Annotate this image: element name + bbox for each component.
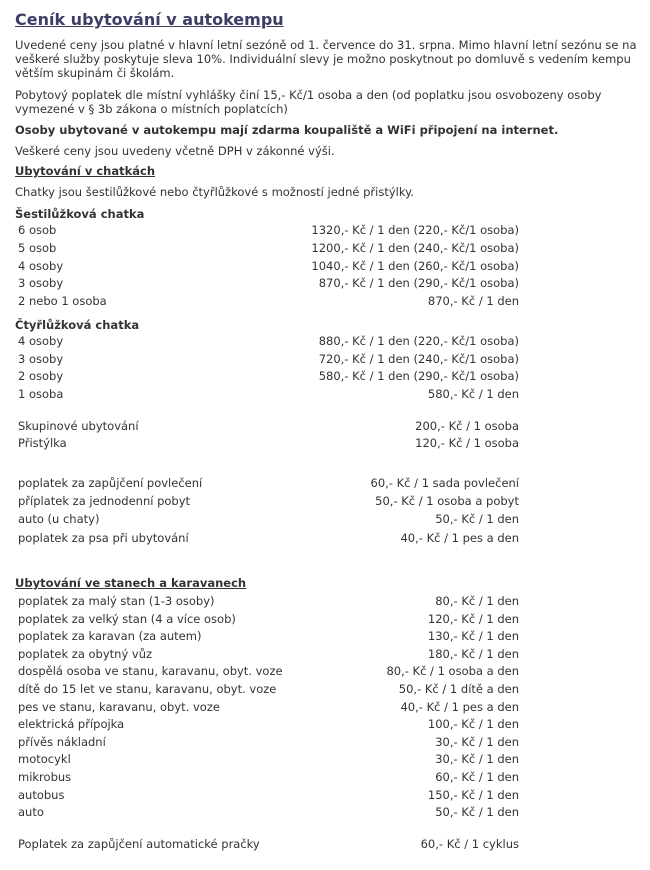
row-label: přívěs nákladní [18, 735, 106, 749]
price-row [0, 350, 650, 368]
row-price: 30,- Kč / 1 den [435, 735, 519, 749]
row-label: Skupinové ubytování [18, 419, 139, 433]
price-row [0, 645, 650, 663]
price-row [0, 662, 650, 680]
row-price: 40,- Kč / 1 pes a den [400, 531, 519, 545]
row-label: poplatek za psa při ubytování [18, 531, 189, 545]
row-label: 5 osob [18, 241, 57, 255]
row-price: 720,- Kč / 1 den (240,- Kč/1 osoba) [318, 352, 519, 366]
row-price: 1040,- Kč / 1 den (260,- Kč/1 osoba) [311, 259, 519, 273]
price-row [0, 239, 650, 257]
intro-paragraph-vat: Veškeré ceny jsou uvedeny včetně DPH v zákonné výši. [15, 144, 335, 158]
price-row [0, 367, 650, 385]
price-row [0, 492, 650, 510]
intro-paragraph-free-services: Osoby ubytované v autokempu mají zdarma koupaliště a WiFi připojení na internet. [15, 123, 559, 137]
row-label: poplatek za malý stan (1-3 osoby) [18, 594, 215, 608]
row-label: dospělá osoba ve stanu, karavanu, obyt. voze [18, 664, 283, 678]
page-title: Ceník ubytování v autokempu [15, 10, 284, 29]
row-price: 120,- Kč / 1 osoba [415, 436, 519, 450]
row-label: dítě do 15 let ve stanu, karavanu, obyt. voze [18, 682, 277, 696]
row-label: 3 osoby [18, 276, 64, 290]
price-row [0, 610, 650, 628]
price-row [0, 221, 650, 239]
row-label: 1 osoba [18, 387, 64, 401]
row-price: 580,- Kč / 1 den [427, 387, 519, 401]
row-label: 3 osoby [18, 352, 64, 366]
price-row [0, 786, 650, 804]
row-price: 150,- Kč / 1 den [427, 788, 519, 802]
row-price: 1200,- Kč / 1 den (240,- Kč/1 osoba) [311, 241, 519, 255]
row-label: auto [18, 805, 44, 819]
price-row [0, 768, 650, 786]
price-row [0, 257, 650, 275]
row-label: poplatek za karavan (za autem) [18, 629, 202, 643]
price-row [0, 510, 650, 528]
row-label: motocykl [18, 752, 71, 766]
price-row [0, 274, 650, 292]
row-label: auto (u chaty) [18, 512, 100, 526]
section-heading-cabins: Ubytování v chatkách [15, 164, 156, 178]
intro-paragraph-local-fee: Pobytový poplatek dle místní vyhlášky činí 15,- Kč/1 osoba a den (od poplatku jsou osvobozeny osoby vymezené v § 3b zákona o místních poplatcích) [15, 88, 602, 116]
row-label: poplatek za obytný vůz [18, 647, 153, 661]
row-price: 580,- Kč / 1 den (290,- Kč/1 osoba) [318, 369, 519, 383]
row-price: 120,- Kč / 1 den [427, 612, 519, 626]
row-price: 60,- Kč / 1 den [435, 770, 519, 784]
price-row-laundry [0, 835, 650, 853]
row-label: Poplatek za zapůjčení automatické pračky [18, 837, 260, 851]
price-row [0, 292, 650, 310]
row-label: elektrická přípojka [18, 717, 125, 731]
price-row [0, 733, 650, 751]
price-row [0, 698, 650, 716]
section-heading-tents: Ubytování ve stanech a karavanech [15, 576, 247, 590]
row-price: 50,- Kč / 1 osoba a pobyt [375, 494, 519, 508]
row-label: poplatek za zapůjčení povlečení [18, 476, 203, 490]
intro-paragraph-season: Uvedené ceny jsou platné v hlavní letní sezóně od 1. července do 31. srpna. Mimo hlavní letní sezónu se na veškeré služby poskytuje sleva 10%. Individuální slevy je možno poskytnout po domluvě s vedením kempu větším skupinám či školám. [15, 38, 637, 80]
price-row [0, 592, 650, 610]
row-price: 130,- Kč / 1 den [427, 629, 519, 643]
row-price: 60,- Kč / 1 cyklus [420, 837, 519, 851]
price-row [0, 803, 650, 821]
row-price: 870,- Kč / 1 den (290,- Kč/1 osoba) [318, 276, 519, 290]
price-row [0, 474, 650, 492]
row-label: příplatek za jednodenní pobyt [18, 494, 191, 508]
row-price: 60,- Kč / 1 sada povlečení [370, 476, 519, 490]
row-label: 4 osoby [18, 334, 64, 348]
row-price: 80,- Kč / 1 den [435, 594, 519, 608]
row-price: 180,- Kč / 1 den [427, 647, 519, 661]
price-row [0, 434, 650, 452]
row-price: 100,- Kč / 1 den [427, 717, 519, 731]
price-row [0, 680, 650, 698]
row-price: 200,- Kč / 1 osoba [415, 419, 519, 433]
price-row [0, 529, 650, 547]
row-price: 1320,- Kč / 1 den (220,- Kč/1 osoba) [311, 223, 519, 237]
row-price: 50,- Kč / 1 den [435, 512, 519, 526]
price-row [0, 627, 650, 645]
price-row [0, 750, 650, 768]
price-row [0, 332, 650, 350]
row-label: mikrobus [18, 770, 72, 784]
row-label: 2 osoby [18, 369, 64, 383]
row-price: 50,- Kč / 1 den [435, 805, 519, 819]
row-price: 50,- Kč / 1 dítě a den [398, 682, 519, 696]
subheading-six-bed-cabin: Šestilůžková chatka [15, 207, 145, 221]
row-label: 2 nebo 1 osoba [18, 294, 107, 308]
row-price: 870,- Kč / 1 den [427, 294, 519, 308]
price-row [0, 715, 650, 733]
row-price: 80,- Kč / 1 osoba a den [386, 664, 519, 678]
row-label: autobus [18, 788, 65, 802]
row-price: 880,- Kč / 1 den (220,- Kč/1 osoba) [318, 334, 519, 348]
row-label: 6 osob [18, 223, 57, 237]
row-label: pes ve stanu, karavanu, obyt. voze [18, 700, 220, 714]
price-row [0, 385, 650, 403]
row-price: 40,- Kč / 1 pes a den [400, 700, 519, 714]
row-label: Přistýlka [18, 436, 67, 450]
row-label: 4 osoby [18, 259, 64, 273]
row-label: poplatek za velký stan (4 a více osob) [18, 612, 236, 626]
row-price: 30,- Kč / 1 den [435, 752, 519, 766]
price-row [0, 417, 650, 435]
cabins-description: Chatky jsou šestilůžkové nebo čtyřlůžkové s možností jedné přistýlky. [15, 185, 414, 199]
subheading-four-bed-cabin: Čtyřlůžková chatka [15, 318, 140, 332]
